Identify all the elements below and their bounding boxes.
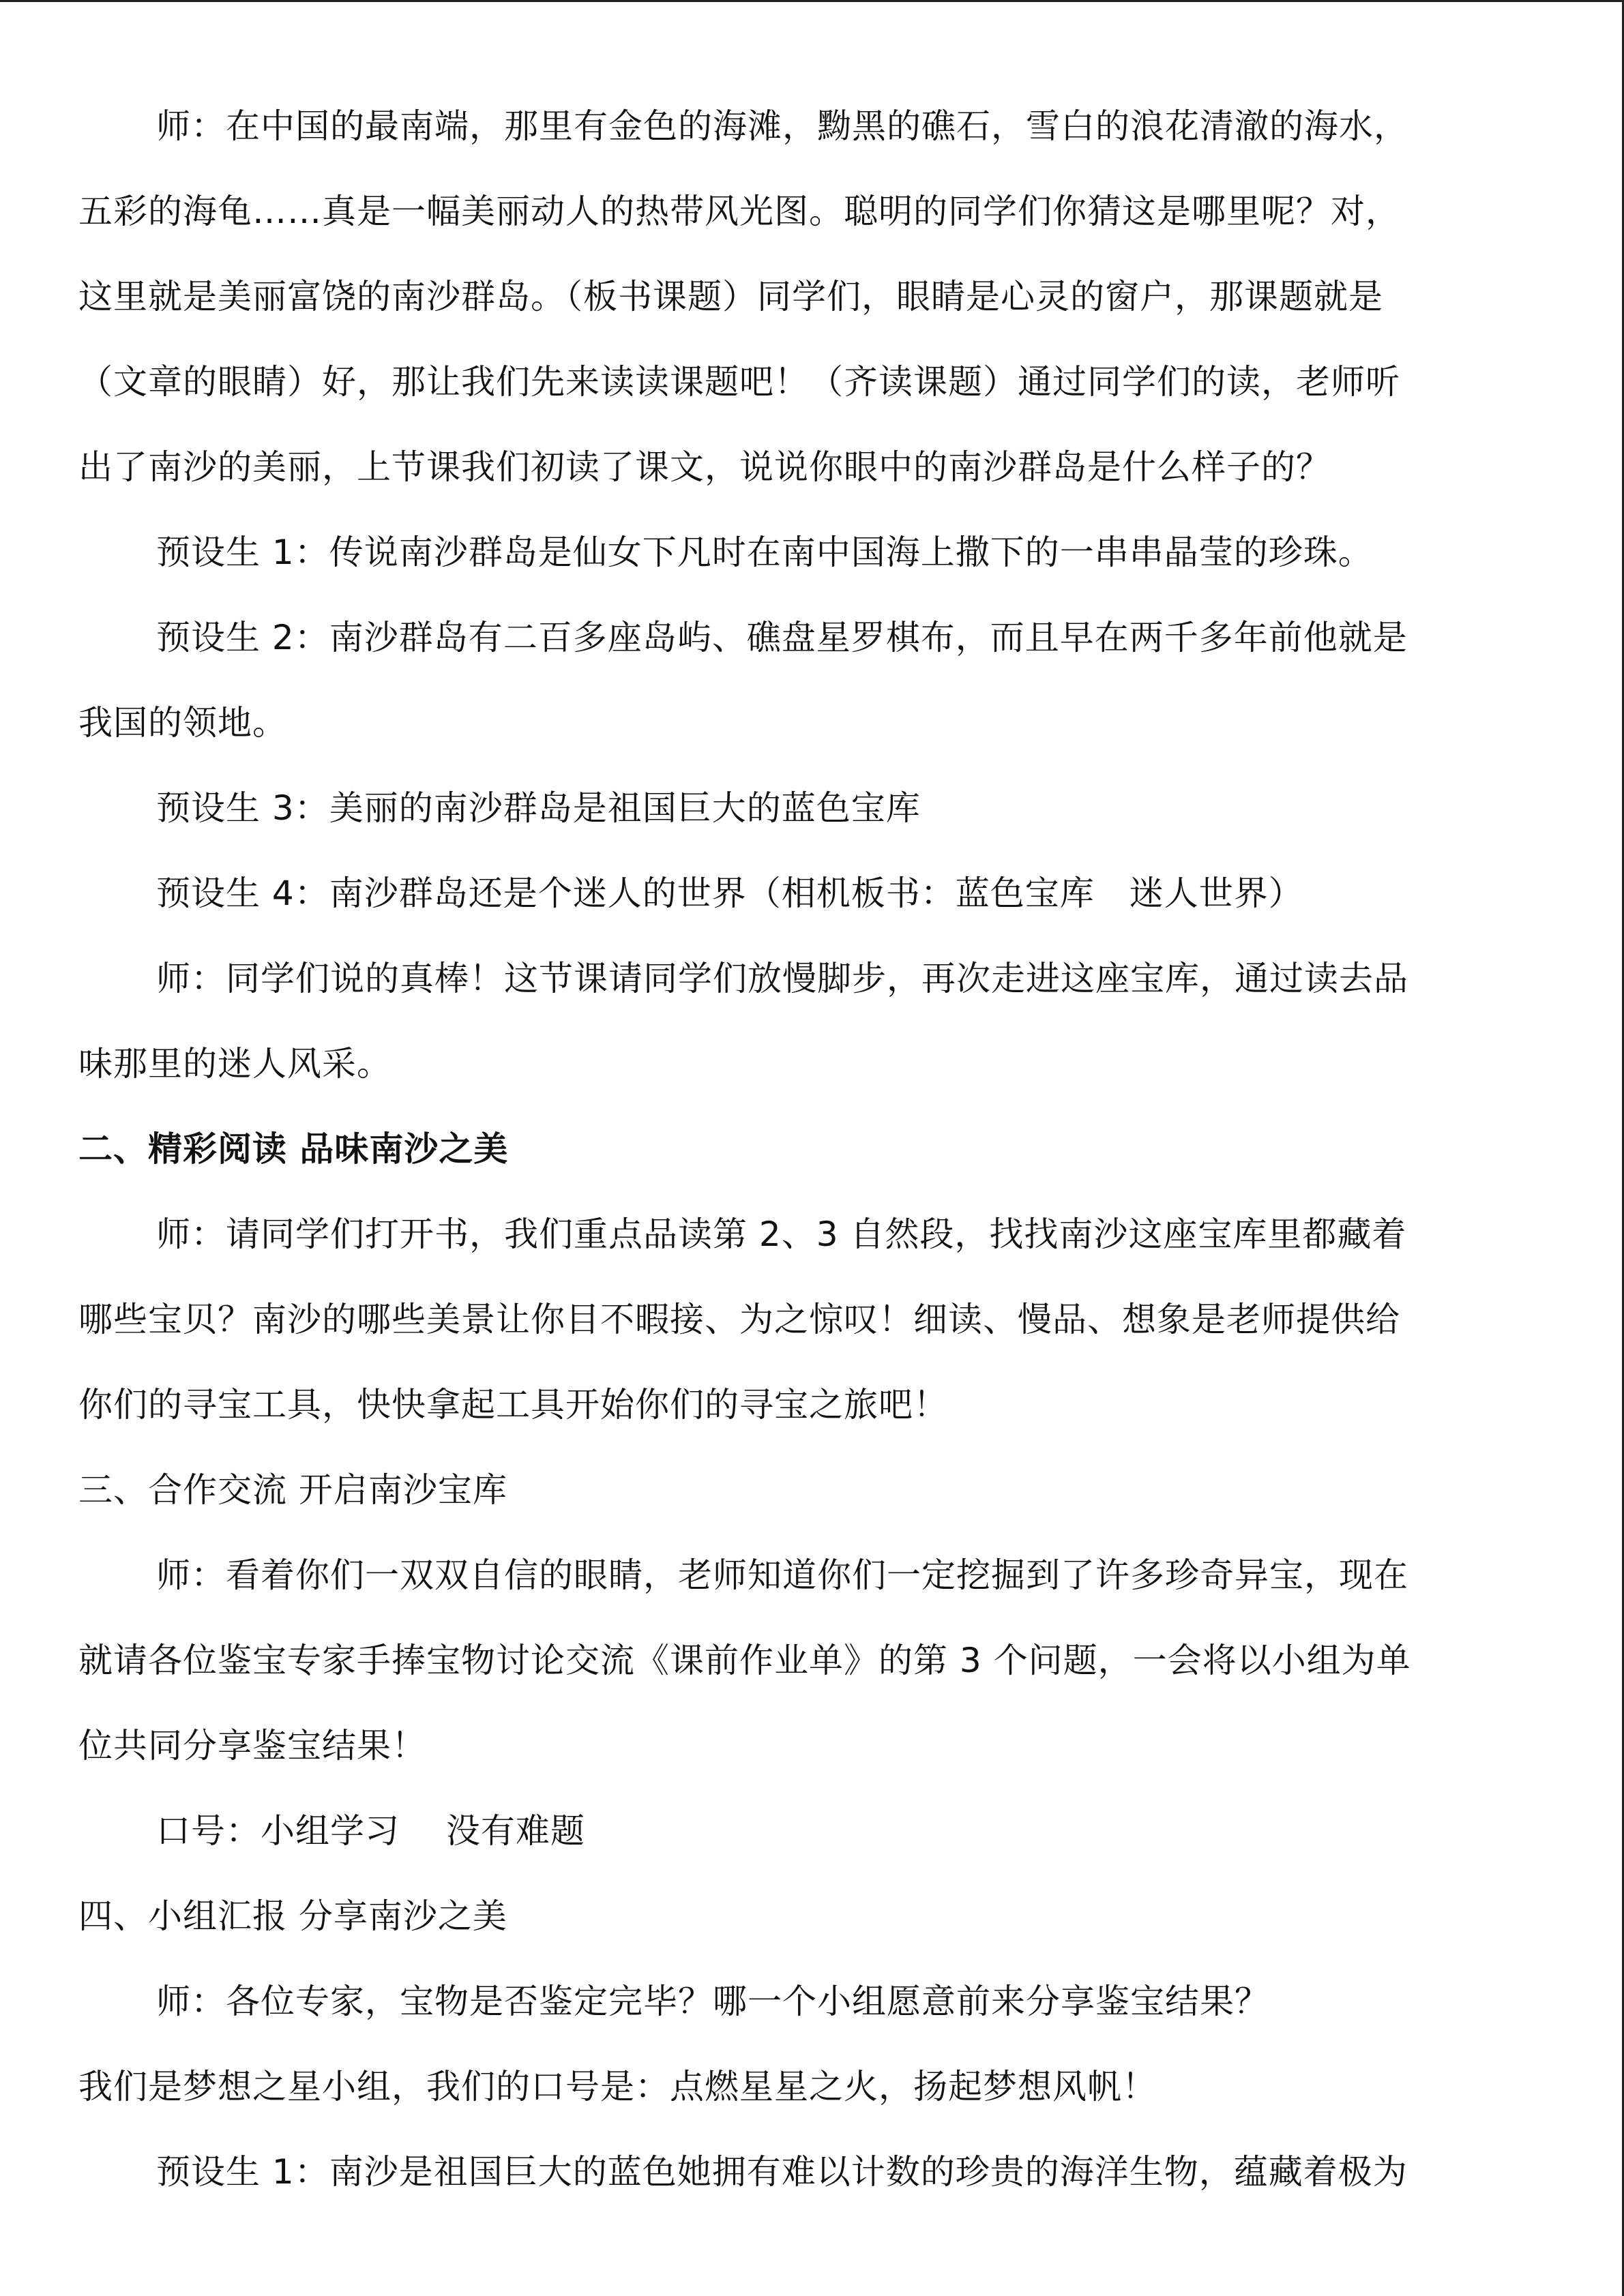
text-line: 预设生 1：南沙是祖国巨大的蓝色她拥有难以计数的珍贵的海洋生物，蕴藏着极为 <box>156 2152 1408 2192</box>
text-line: 三、合作交流 开启南沙宝库 <box>78 1470 507 1510</box>
text-line: 师：看着你们一双双自信的眼睛，老师知道你们一定挖掘到了许多珍奇异宝，现在 <box>156 1555 1408 1595</box>
text-line: 哪些宝贝？南沙的哪些美景让你目不暇接、为之惊叹！细读、慢品、想象是老师提供给 <box>78 1300 1400 1339</box>
text-line: 预设生 3：美丽的南沙群岛是祖国巨大的蓝色宝库 <box>156 788 921 828</box>
section-heading: 二、精彩阅读 品味南沙之美 <box>78 1129 509 1169</box>
text-line: 师：请同学们打开书，我们重点品读第 2、3 自然段，找找南沙这座宝库里都藏着 <box>156 1214 1407 1254</box>
text-line: 我们是梦想之星小组，我们的口号是：点燃星星之火，扬起梦想风帆！ <box>78 2067 1157 2106</box>
text-line: 预设生 2：南沙群岛有二百多座岛屿、礁盘星罗棋布，而且早在两千多年前他就是 <box>156 618 1408 657</box>
text-line: 你们的寻宝工具，快快拿起工具开始你们的寻宝之旅吧！ <box>78 1385 948 1425</box>
text-line: 味那里的迷人风采。 <box>78 1044 392 1084</box>
document-body <box>78 84 1531 2215</box>
text-line: 预设生 1：传说南沙群岛是仙女下凡时在南中国海上撒下的一串串晶莹的珍珠。 <box>156 533 1373 572</box>
text-line: 预设生 4：南沙群岛还是个迷人的世界（相机板书：蓝色宝库 迷人世界） <box>156 874 1303 913</box>
text-line: 这里就是美丽富饶的南沙群岛。（板书课题）同学们，眼睛是心灵的窗户，那课题就是 <box>78 277 1383 316</box>
text-line: 五彩的海龟……真是一幅美丽动人的热带风光图。聪明的同学们你猜这是哪里呢？对， <box>78 192 1400 231</box>
text-line: （文章的眼睛）好，那让我们先来读读课题吧！（齐读课题）通过同学们的读，老师听 <box>78 362 1400 402</box>
text-line: 位共同分享鉴宝结果！ <box>78 1726 426 1765</box>
text-line: 四、小组汇报 分享南沙之美 <box>78 1896 507 1936</box>
text-line: 就请各位鉴宝专家手捧宝物讨论交流《课前作业单》的第 3 个问题，一会将以小组为单 <box>78 1641 1411 1680</box>
text-line: 师：在中国的最南端，那里有金色的海滩，黝黑的礁石，雪白的浪花清澈的海水， <box>156 106 1408 146</box>
text-line: 师：各位专家，宝物是否鉴定完毕？哪一个小组愿意前来分享鉴宝结果？ <box>156 1982 1269 2021</box>
text-line: 师：同学们说的真棒！这节课请同学们放慢脚步，再次走进这座宝库，通过读去品 <box>156 959 1408 998</box>
text-line: 口号：小组学习 没有难题 <box>156 1811 585 1851</box>
text-line: 我国的领地。 <box>78 703 287 743</box>
text-line: 出了南沙的美丽，上节课我们初读了课文，说说你眼中的南沙群岛是什么样子的？ <box>78 447 1331 487</box>
